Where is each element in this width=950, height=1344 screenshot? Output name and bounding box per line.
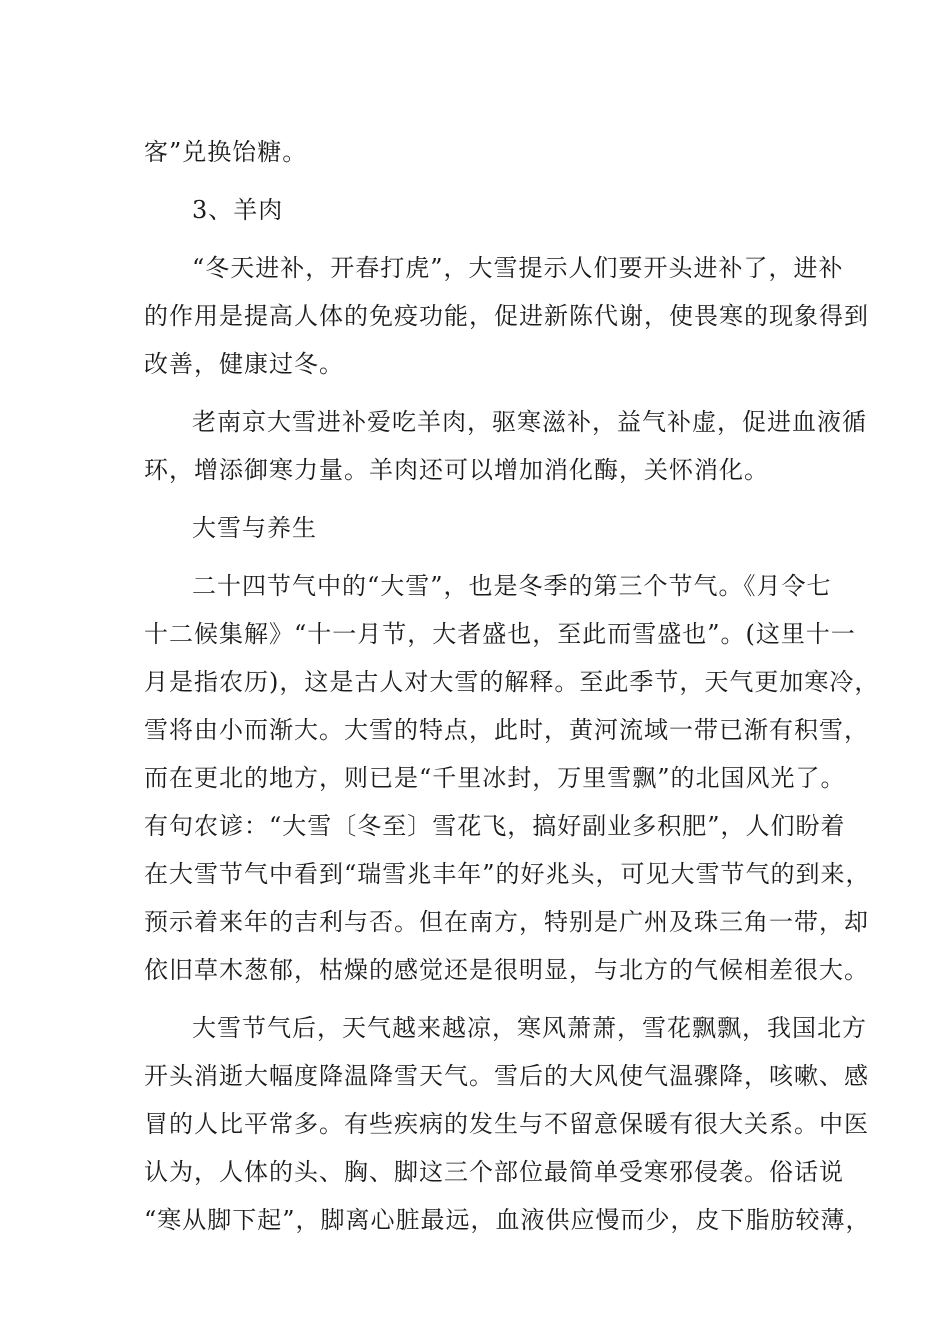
text-line: 预示着来年的吉利与否。但在南方，特别是广州及珠三角一带，却 — [144, 908, 869, 936]
text-line: 环，增添御寒力量。羊肉还可以增加消化酶，关怀消化。 — [144, 456, 769, 484]
text-line: 雪将由小而渐大。大雪的特点，此时，黄河流域一带已渐有积雪， — [144, 716, 869, 744]
text-line: 开头消逝大幅度降温降雪天气。雪后的大风使气温骤降，咳嗽、感 — [144, 1062, 869, 1090]
text-line: 老南京大雪进补爱吃羊肉，驱寒滋补，益气补虚，促进血液循 — [192, 408, 867, 436]
text-line: 在大雪节气中看到“瑞雪兆丰年”的好兆头，可见大雪节气的到来， — [144, 860, 871, 888]
text-line: 大雪节气后，天气越来越凉，寒风萧萧，雪花飘飘，我国北方 — [192, 1014, 867, 1042]
text-line: 改善，健康过冬。 — [144, 350, 344, 378]
text-line: 有句农谚：“大雪〔冬至〕雪花飞，搞好副业多积肥”，人们盼着 — [144, 812, 846, 840]
text-line: 冒的人比平常多。有些疾病的发生与不留意保暖有很大关系。中医 — [144, 1110, 869, 1138]
text-line: 客”兑换饴糖。 — [144, 138, 308, 166]
section-heading: 3、羊肉 — [192, 196, 284, 224]
text-line: 十二候集解》“十一月节，大者盛也，至此而雪盛也”。(这里十一 — [144, 620, 856, 648]
document-body — [144, 128, 880, 1244]
section-heading: 大雪与养生 — [192, 514, 317, 542]
text-line: 二十四节气中的“大雪”，也是冬季的第三个节气。《月令七 — [192, 572, 832, 600]
text-line: 月是指农历)，这是古人对大雪的解释。至此季节，天气更加寒冷， — [144, 668, 880, 696]
text-line: 依旧草木葱郁，枯燥的感觉还是很明显，与北方的气候相差很大。 — [144, 956, 869, 984]
text-line: “冬天进补，开春打虎”，大雪提示人们要开头进补了，进补 — [192, 254, 844, 282]
text-line: 认为，人体的头、胸、脚这三个部位最简单受寒邪侵袭。俗话说 — [144, 1158, 844, 1186]
text-line: 而在更北的地方，则已是“千里冰封，万里雪飘”的北国风光了。 — [144, 764, 846, 792]
text-line: “寒从脚下起”，脚离心脏最远，血液供应慢而少，皮下脂肪较薄， — [144, 1206, 871, 1234]
text-line: 的作用是提高人体的免疫功能，促进新陈代谢，使畏寒的现象得到 — [144, 302, 869, 330]
